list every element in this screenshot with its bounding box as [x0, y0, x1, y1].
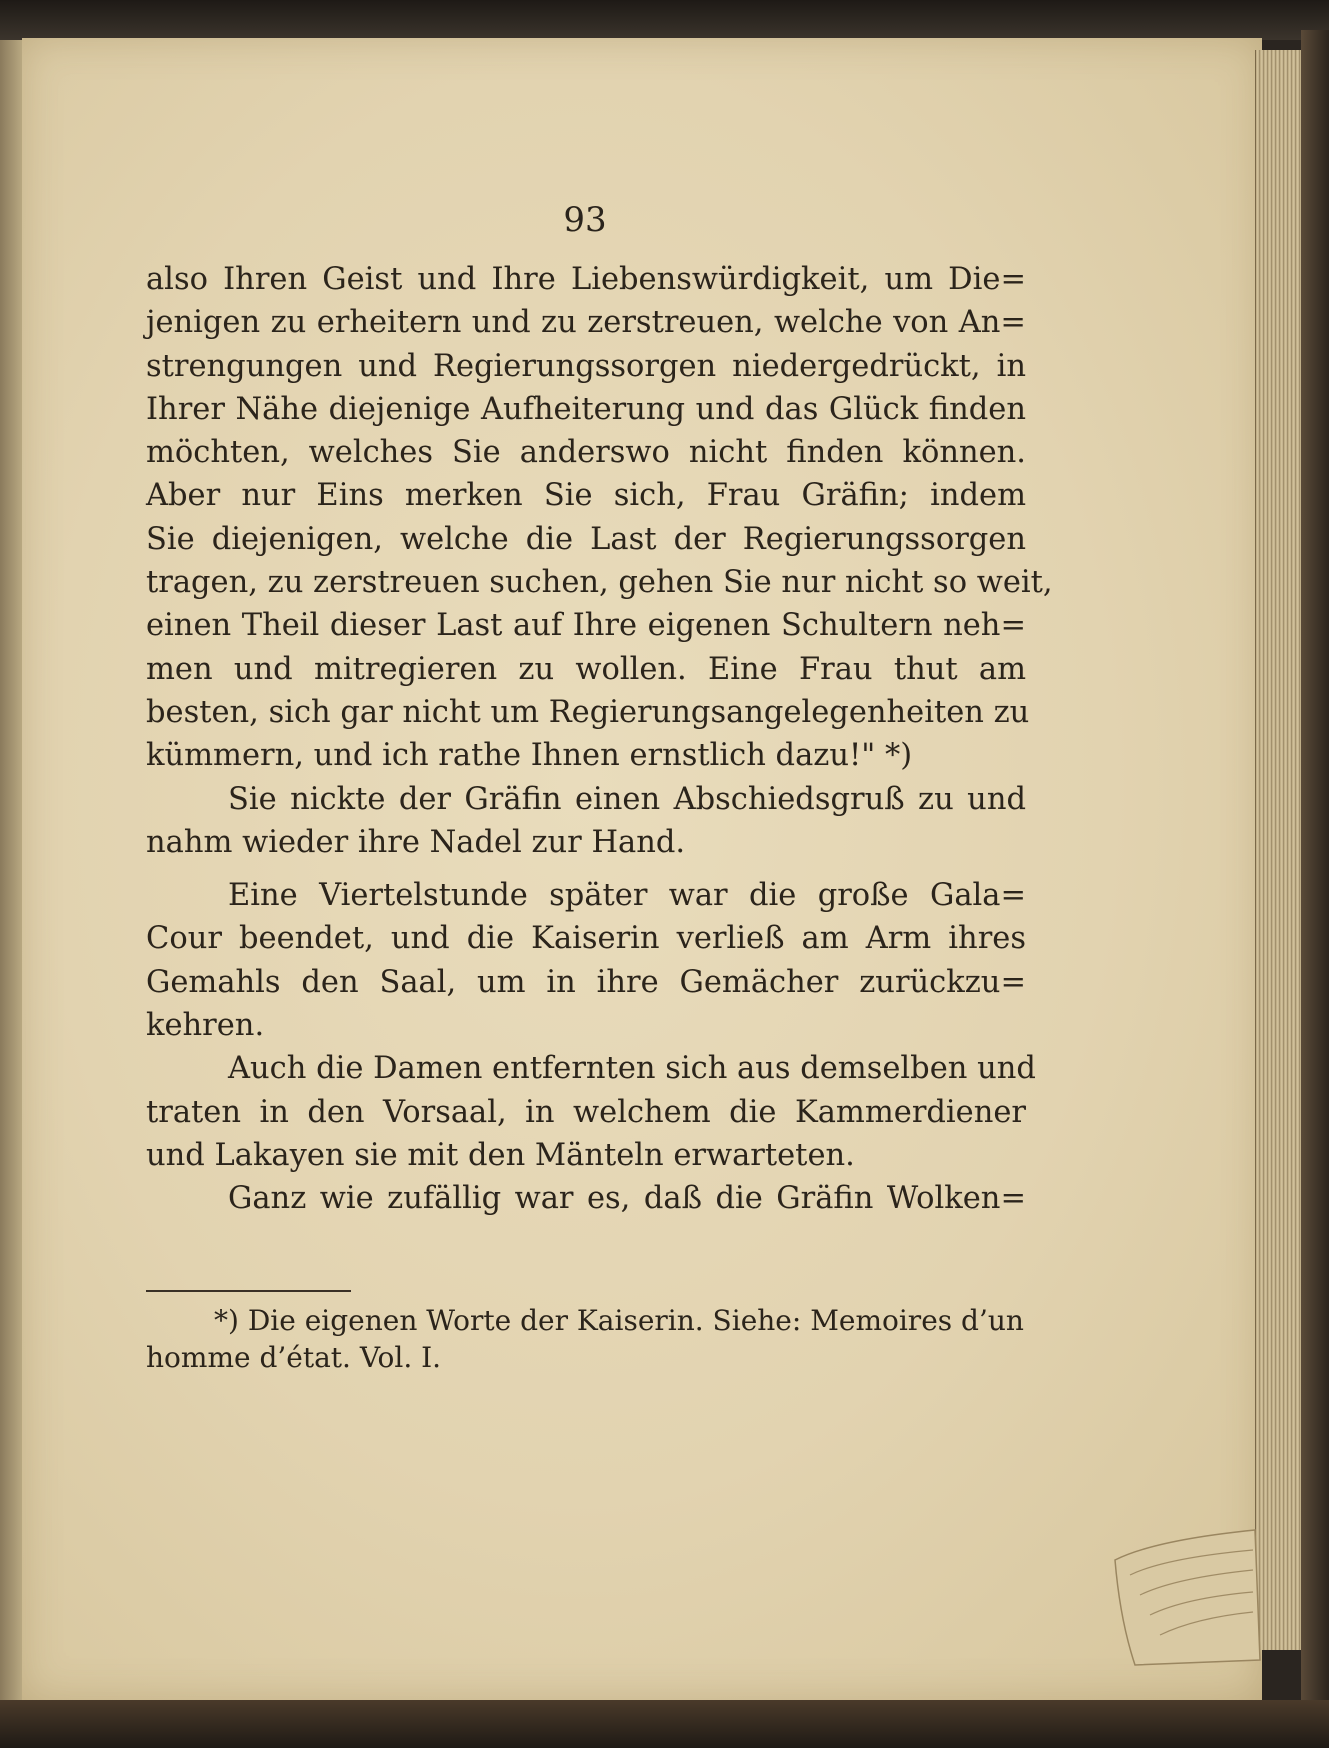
page-block-edges — [1255, 50, 1302, 1650]
text-line: Ihrer Nähe diejenige Aufheiterung und das Glück finden — [146, 391, 1026, 427]
footnote-line: homme d’état. Vol. I. — [146, 1341, 442, 1374]
footnote-line: *) Die eigenen Worte der Kaiserin. Siehe: Memoires d’un — [214, 1304, 1024, 1337]
footnote — [146, 1302, 1026, 1376]
paragraph-1 — [146, 258, 1053, 778]
text-line: Cour beendet, und die Kaiserin verließ am Arm ihres — [146, 921, 1026, 957]
paragraph-4 — [146, 1047, 1036, 1177]
text-line: Eine Viertelstunde später war die große Gala= — [228, 878, 1026, 914]
text-line: jenigen zu erheitern und zu zerstreuen, welche von An= — [146, 305, 1026, 341]
text-line: traten in den Vorsaal, in welchem die Kammerdiener — [146, 1094, 1026, 1130]
page-number: 93 — [563, 200, 607, 240]
text-line: kümmern, und ich rathe Ihnen ernstlich dazu!" *) — [146, 738, 913, 774]
text-line: Sie diejenigen, welche die Last der Regierungssorgen — [146, 521, 1026, 557]
text-line: Auch die Damen entfernten sich aus demselben und — [228, 1051, 1036, 1087]
text-line: men und mitregieren zu wollen. Eine Frau thut am — [146, 651, 1026, 687]
text-line: nahm wieder ihre Nadel zur Hand. — [146, 824, 686, 860]
text-line: Aber nur Eins merken Sie sich, Frau Gräfin; indem — [146, 478, 1026, 514]
book-bottom-edge — [0, 1700, 1329, 1748]
text-line: Sie nickte der Gräfin einen Abschiedsgruß zu und — [228, 781, 1026, 817]
text-line: besten, sich gar nicht um Regierungsangelegenheiten zu — [146, 694, 1030, 730]
text-line: strengungen und Regierungssorgen niedergedrückt, in — [146, 348, 1026, 384]
worn-corner-icon — [1095, 1500, 1265, 1670]
body-text — [146, 258, 1053, 1221]
book-top-edge — [0, 0, 1329, 40]
text-line: also Ihren Geist und Ihre Liebenswürdigkeit, um Die= — [146, 262, 1026, 297]
book-cover-edge — [1301, 30, 1329, 1710]
text-line: und Lakayen sie mit den Mänteln erwarteten. — [146, 1137, 855, 1173]
paragraph-5 — [146, 1177, 1026, 1220]
text-line: tragen, zu zerstreuen suchen, gehen Sie nur nicht so weit, — [146, 565, 1053, 601]
text-line: möchten, welches Sie anderswo nicht finden können. — [146, 435, 1026, 471]
paragraph-3 — [146, 874, 1026, 1047]
paragraph-2 — [146, 778, 1026, 865]
text-line: kehren. — [146, 1008, 265, 1044]
text-line: Ganz wie zufällig war es, daß die Gräfin Wolken= — [228, 1181, 1026, 1217]
text-line: einen Theil dieser Last auf Ihre eigenen Schultern neh= — [146, 608, 1026, 644]
footnote-divider — [146, 1290, 351, 1292]
text-line: Gemahls den Saal, um in ihre Gemächer zurückzu= — [146, 964, 1026, 1000]
